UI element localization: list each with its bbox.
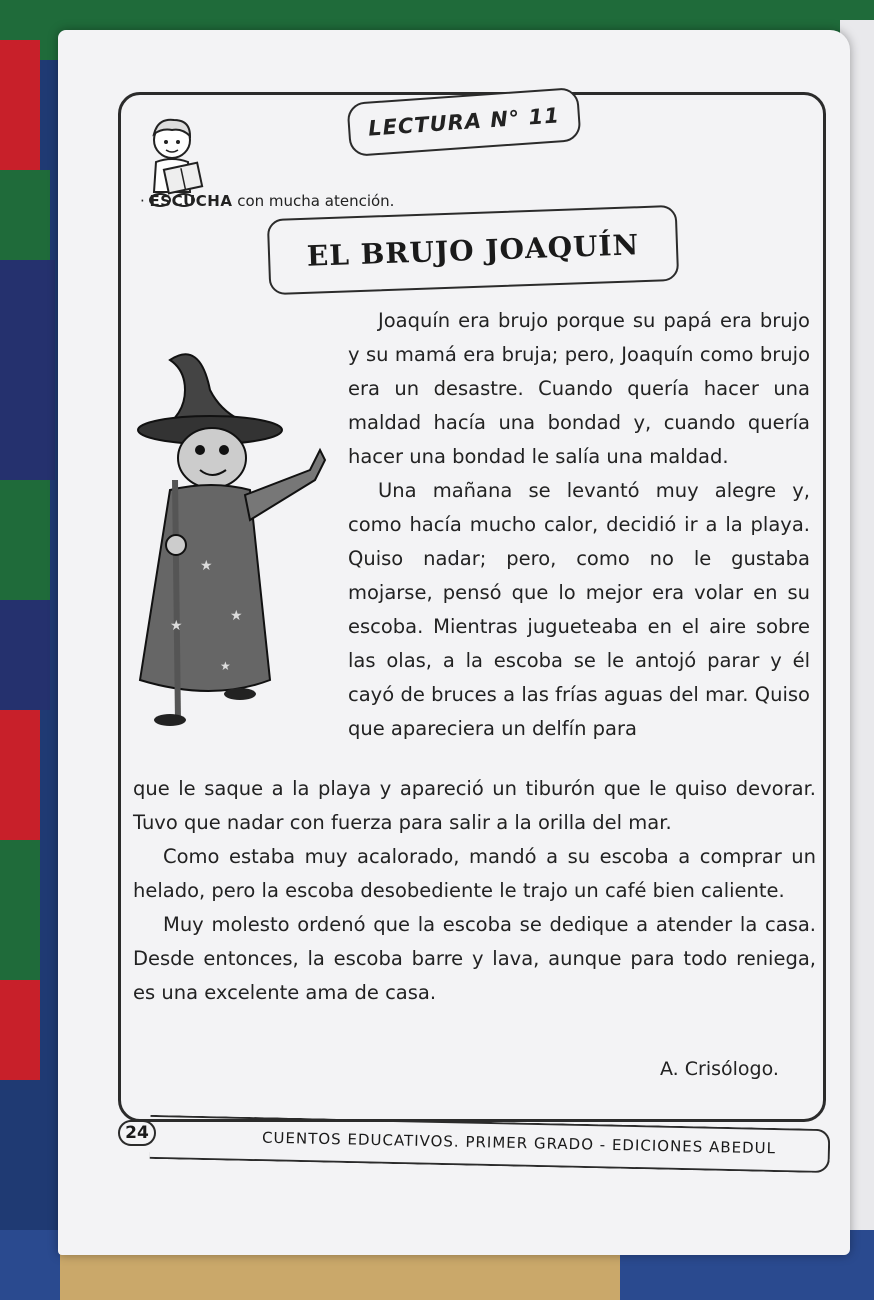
cover-background	[0, 710, 40, 840]
cover-background	[0, 480, 50, 600]
svg-text:★: ★	[200, 558, 213, 574]
instruction-verb: ESCUCHA	[149, 192, 233, 210]
instruction-rest: con mucha atención.	[232, 192, 395, 210]
cover-background	[0, 260, 55, 480]
story-paragraph: Como estaba muy acalorado, mandó a su escoba a comprar un helado, pero la escoba desobediente le trajo un café bien caliente.	[133, 845, 816, 902]
cover-background	[0, 980, 40, 1080]
svg-text:★: ★	[170, 618, 183, 634]
instruction-text: · ESCUCHA con mucha atención.	[140, 192, 395, 210]
story-text-bottom	[133, 772, 816, 1010]
svg-text:★: ★	[230, 608, 243, 624]
story-paragraph: Una mañana se levantó muy alegre y, como hacía mucho calor, decidió ir a la playa. Quiso nadar; pero, como no le gustaba mojarse, pensó que lo mejor era volar en su escoba. Mientras jugueteaba en el aire sobre las olas, a la escoba se le antojó parar y él cayó de bruces a las frías aguas del mar. Quiso que apareciera un delfín para	[348, 479, 810, 740]
svg-text:★: ★	[220, 659, 231, 673]
cover-background	[0, 40, 40, 170]
page-number: 24	[118, 1120, 156, 1146]
wizard-illustration	[130, 330, 330, 730]
story-paragraph: que le saque a la playa y apareció un tiburón que le quiso devorar. Tuvo que nadar con fuerza para salir a la orilla del mar.	[133, 777, 816, 834]
story-paragraph: Muy molesto ordenó que la escoba se dedique a atender la casa. Desde entonces, la escoba barre y lava, aunque para todo reniega, es una excelente ama de casa.	[133, 913, 816, 1004]
cover-background	[0, 840, 40, 980]
story-text-top	[348, 304, 810, 746]
story-title: EL BRUJO JOAQUÍN	[267, 205, 679, 295]
story-paragraph: Joaquín era brujo porque su papá era brujo y su mamá era bruja; pero, Joaquín como brujo era un desastre. Cuando quería hacer una maldad hacía una bondad y, cuando quería hacer una bondad le salía una maldad.	[348, 309, 810, 468]
author-credit: A. Crisólogo.	[660, 1058, 779, 1080]
reading-number-label: LECTURA N° 11	[346, 87, 581, 157]
footer-text: CUENTOS EDUCATIVOS. PRIMER GRADO - EDICIONES ABEDUL	[261, 1128, 777, 1158]
cover-background	[0, 600, 50, 710]
cover-background	[0, 170, 50, 260]
